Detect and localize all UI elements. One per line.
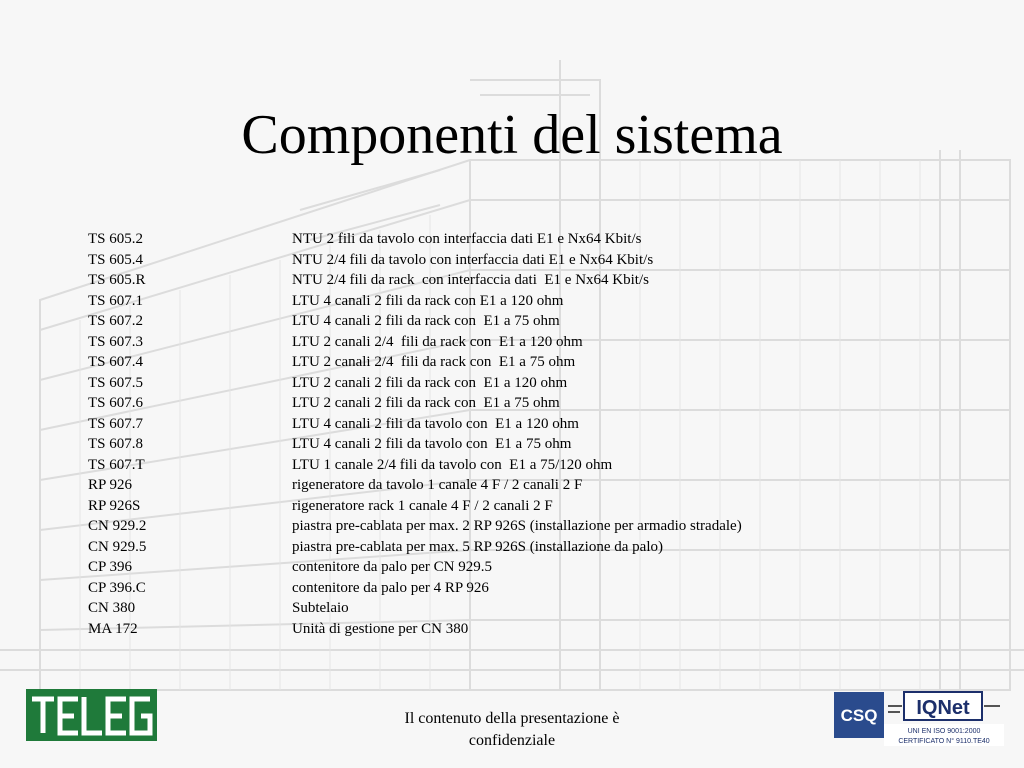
list-item — [88, 352, 742, 373]
item-code: TS 607.4 — [88, 354, 144, 370]
item-code: TS 607.T — [88, 456, 145, 473]
list-item — [88, 557, 742, 578]
certificate-line: CERTIFICATO N° 9110.TE40 — [898, 738, 990, 745]
item-code: TS 607.2 — [88, 313, 144, 329]
item-description: LTU 2 canali 2 fili da rack con E1 a 75 ohm — [292, 395, 560, 411]
item-description: NTU 2/4 fili da rack con interfaccia dati E1 e Nx64 Kbit/s — [292, 272, 649, 288]
list-item — [88, 270, 742, 291]
list-item — [88, 496, 742, 517]
csq-text: CSQ — [840, 706, 878, 725]
list-item — [88, 229, 742, 250]
item-description: LTU 2 canali 2/4 fili da rack con E1 a 75 ohm — [292, 354, 576, 370]
list-item — [88, 414, 742, 435]
item-description: NTU 2 fili da tavolo con interfaccia dati E1 e Nx64 Kbit/s — [292, 231, 642, 247]
list-item — [88, 455, 742, 476]
item-description: LTU 4 canali 2 fili da rack con E1 a 120 ohm — [292, 292, 564, 309]
item-description: piastra pre-cablata per max. 5 RP 926S (installazione da palo) — [292, 538, 663, 555]
list-item — [88, 291, 742, 312]
item-code: CN 380 — [88, 600, 136, 616]
component-list — [88, 229, 742, 639]
item-description: rigeneratore rack 1 canale 4 F / 2 canali 2 F — [292, 497, 553, 514]
certification-logo — [834, 690, 1004, 748]
item-code: CP 396 — [88, 559, 133, 575]
iso-line: UNI EN ISO 9001:2000 — [907, 728, 981, 735]
item-code: RP 926S — [88, 497, 141, 514]
item-description: LTU 2 canali 2 fili da rack con E1 a 120 ohm — [292, 374, 568, 391]
item-description: rigeneratore da tavolo 1 canale 4 F / 2 canali 2 F — [292, 477, 583, 493]
list-item — [88, 578, 742, 599]
item-description: Subtelaio — [292, 600, 349, 616]
item-description: piastra pre-cablata per max. 2 RP 926S (installazione per armadio stradale) — [292, 518, 742, 534]
list-item — [88, 598, 742, 619]
list-item — [88, 516, 742, 537]
item-description: LTU 4 canali 2 fili da rack con E1 a 75 ohm — [292, 313, 560, 329]
item-code: TS 607.7 — [88, 415, 144, 432]
footer-line: Il contenuto della presentazione è — [404, 710, 620, 727]
list-item — [88, 619, 742, 640]
item-description: LTU 4 canali 2 fili da tavolo con E1 a 120 ohm — [292, 415, 579, 432]
list-item — [88, 373, 742, 394]
item-code: CN 929.5 — [88, 538, 147, 555]
item-code: CN 929.2 — [88, 518, 147, 534]
item-code: TS 605.4 — [88, 251, 144, 268]
item-description: contenitore da palo per 4 RP 926 — [292, 579, 489, 596]
item-code: TS 607.5 — [88, 374, 144, 391]
item-code: TS 607.8 — [88, 436, 144, 452]
item-code: TS 607.1 — [88, 292, 144, 309]
list-item — [88, 393, 742, 414]
list-item — [88, 332, 742, 353]
footer-confidential-notice — [362, 708, 662, 752]
item-description: LTU 4 canali 2 fili da tavolo con E1 a 75 ohm — [292, 436, 572, 452]
item-code: TS 607.6 — [88, 395, 144, 411]
footer-line: confidenziale — [468, 732, 556, 749]
list-item — [88, 537, 742, 558]
item-description: LTU 1 canale 2/4 fili da tavolo con E1 a 75/120 ohm — [292, 456, 613, 473]
item-code: CP 396.C — [88, 579, 146, 596]
list-item — [88, 475, 742, 496]
item-code: TS 605.2 — [88, 231, 144, 247]
item-description: Unità di gestione per CN 380 — [292, 620, 469, 637]
item-description: contenitore da palo per CN 929.5 — [292, 559, 492, 575]
item-description: LTU 2 canali 2/4 fili da rack con E1 a 120 ohm — [292, 333, 583, 350]
iqnet-text: IQNet — [916, 697, 970, 719]
list-item — [88, 434, 742, 455]
slide-title: Componenti del sistema — [241, 104, 783, 166]
teleco-logo — [26, 689, 157, 741]
item-code: MA 172 — [88, 620, 138, 637]
item-code: RP 926 — [88, 477, 133, 493]
list-item — [88, 311, 742, 332]
item-code: TS 607.3 — [88, 333, 144, 350]
item-code: TS 605.R — [88, 272, 146, 288]
list-item — [88, 250, 742, 271]
item-description: NTU 2/4 fili da tavolo con interfaccia dati E1 e Nx64 Kbit/s — [292, 251, 654, 268]
